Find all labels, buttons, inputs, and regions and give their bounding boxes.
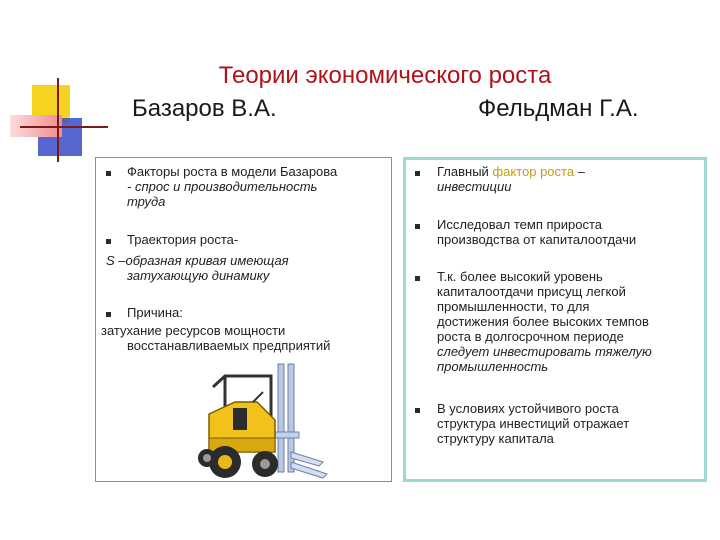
growth-factor-highlight: фактор роста [492, 164, 575, 179]
square-bullet-icon [415, 408, 420, 413]
author-feldman: Фельдман Г.А. [478, 95, 639, 122]
forklift-icon [195, 362, 330, 482]
right-item-1-prefix: Главный [437, 164, 493, 179]
right-item-2-line: Исследовал темп прироста [437, 217, 603, 232]
right-item-4-line: В условиях устойчивого роста [437, 401, 619, 416]
right-item-3-line: достижения более высоких темпов [437, 314, 649, 329]
left-item-2-line: затухающую динамику [127, 268, 270, 283]
square-bullet-icon [106, 239, 111, 244]
corner-decoration [0, 0, 110, 170]
slide-title: Теории экономического роста [218, 62, 552, 89]
right-item-1-heading [437, 164, 585, 179]
left-item-1-line: труда [127, 194, 166, 209]
square-bullet-icon [415, 224, 420, 229]
right-item-3-line: промышленности, то для [437, 299, 590, 314]
right-item-4-line: структура инвестиций отражает [437, 416, 630, 431]
author-bazarov: Базаров В.А. [132, 95, 277, 122]
right-item-3-line: промышленность [437, 359, 549, 374]
right-item-3-line: капиталоотдачи присущ легкой [437, 284, 626, 299]
left-item-1-line: - спрос и производительность [127, 179, 318, 194]
left-item-2-heading: Траектория роста- [127, 232, 239, 247]
left-item-3-line: восстанавливаемых предприятий [127, 338, 331, 353]
right-item-2-line: производства от капиталоотдачи [437, 232, 637, 247]
square-bullet-icon [106, 171, 111, 176]
square-bullet-icon [106, 312, 111, 317]
right-item-3-line: Т.к. более высокий уровень [437, 269, 603, 284]
square-bullet-icon [415, 171, 420, 176]
right-item-3-line: следует инвестировать тяжелую [437, 344, 652, 359]
left-item-1-heading: Факторы роста в модели Базарова [127, 164, 338, 179]
left-item-3-line: затухание ресурсов мощности [101, 323, 286, 338]
right-item-1-line: инвестиции [437, 179, 512, 194]
right-item-4-line: структуру капитала [437, 431, 554, 446]
square-bullet-icon [415, 276, 420, 281]
right-item-3-line: роста в долгосрочном периоде [437, 329, 624, 344]
left-item-2-line: S –образная кривая имеющая [106, 253, 289, 268]
right-item-1-suffix: – [574, 164, 585, 179]
left-item-3-heading: Причина: [127, 305, 183, 320]
